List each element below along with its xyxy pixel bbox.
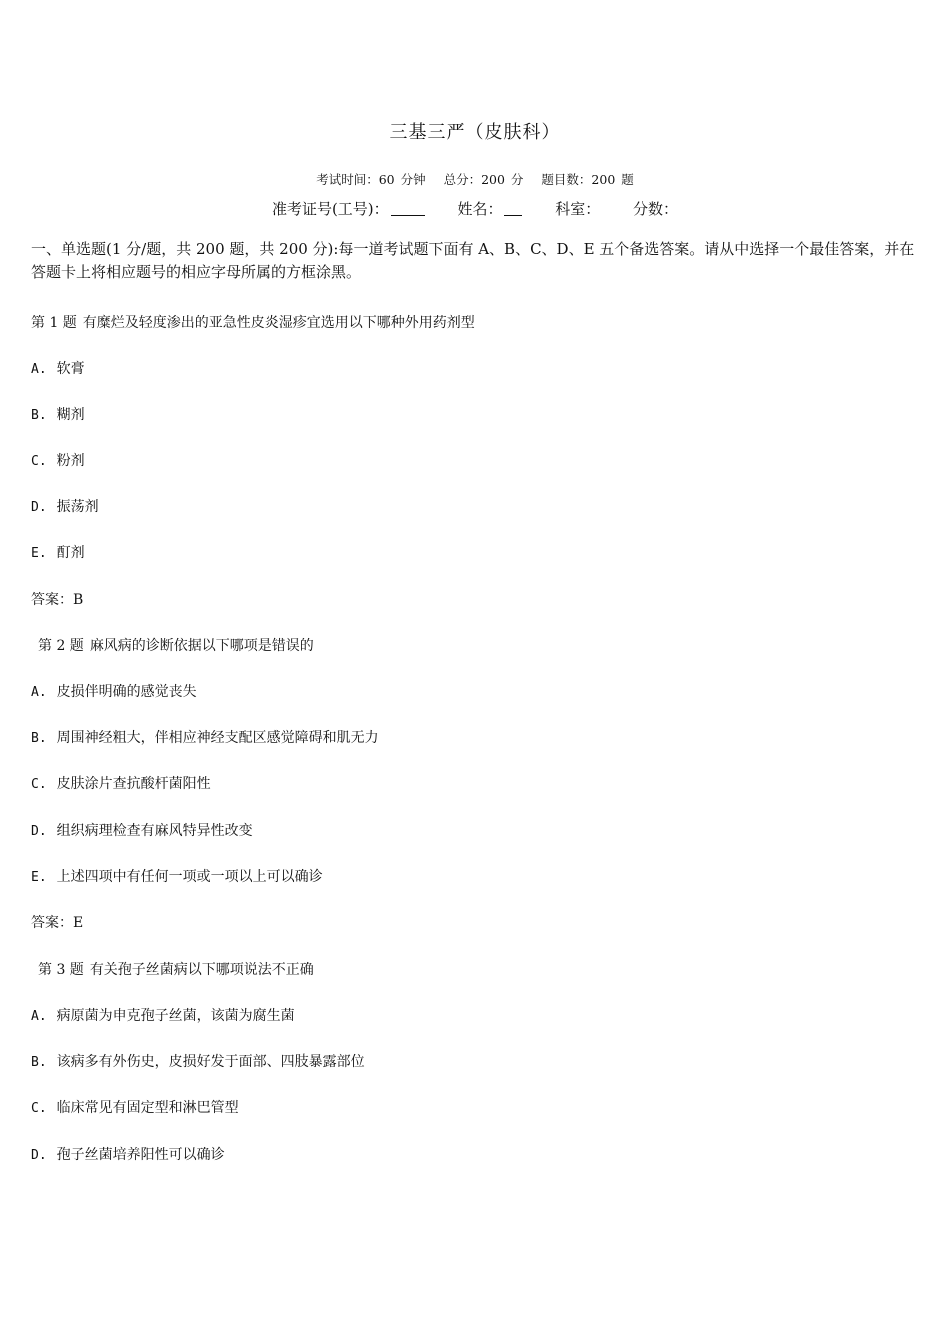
- name-blank: [504, 201, 522, 216]
- answer-1: 答案：B: [31, 592, 84, 608]
- exam-id-blank: [391, 201, 425, 216]
- exam-total-score: 总分：200 分: [443, 172, 524, 187]
- document-title: 三基三严（皮肤科）: [389, 122, 561, 143]
- option-2a: A. 皮损伴明确的感觉丧失: [31, 684, 197, 700]
- question-3: [38, 959, 314, 979]
- option-3c: C. 临床常见有固定型和淋巴管型: [31, 1100, 239, 1116]
- option-1c: C. 粉剂: [31, 453, 85, 469]
- exam-question-count: 题目数：200 题: [541, 172, 634, 187]
- option-1d: D. 振荡剂: [31, 499, 99, 515]
- answer-2: 答案：E: [31, 915, 84, 931]
- option-2c: C. 皮肤涂片查抗酸杆菌阳性: [31, 776, 211, 792]
- question-2: [38, 635, 314, 655]
- name-field: [457, 200, 522, 218]
- candidate-fields: [0, 198, 950, 219]
- exam-time: 考试时间：60 分钟: [316, 172, 426, 187]
- question-number: 第 2 题: [38, 638, 84, 654]
- option-2b: B. 周围神经粗大，伴相应神经支配区感觉障碍和肌无力: [31, 730, 379, 746]
- name-label: 姓名：: [457, 200, 503, 218]
- option-1b: B. 糊剂: [31, 407, 85, 423]
- score-field: [633, 200, 678, 218]
- option-3d: D. 孢子丝菌培养阳性可以确诊: [31, 1147, 225, 1163]
- option-1e: E. 酊剂: [31, 545, 85, 561]
- question-text: 麻风病的诊断依据以下哪项是错误的: [89, 638, 314, 654]
- question-number: 第 1 题: [31, 315, 77, 331]
- dept-field: [555, 200, 600, 218]
- exam-meta: [0, 170, 950, 188]
- option-1a: A. 软膏: [31, 361, 85, 377]
- option-3b: B. 该病多有外伤史，皮损好发于面部、四肢暴露部位: [31, 1054, 365, 1070]
- question-text: 有糜烂及轻度渗出的亚急性皮炎湿疹宜选用以下哪种外用药剂型: [82, 315, 475, 331]
- question-number: 第 3 题: [38, 962, 84, 978]
- option-2d: D. 组织病理检查有麻风特异性改变: [31, 823, 253, 839]
- question-1: [31, 312, 475, 332]
- dept-label: 科室：: [555, 200, 601, 218]
- question-text: 有关孢子丝菌病以下哪项说法不正确: [89, 962, 314, 978]
- option-3a: A. 病原菌为申克孢子丝菌，该菌为腐生菌: [31, 1008, 295, 1024]
- section-intro: 一、单选题(1 分/题，共 200 题，共 200 分):每一道考试题下面有 A、B、C、D、E 五个备选答案。请从中选择一个最佳答案，并在答题卡上将相应题号的相应字母所属的方框涂黑。: [31, 240, 915, 281]
- score-label: 分数：: [633, 200, 679, 218]
- exam-id-field: [272, 200, 425, 218]
- option-2e: E. 上述四项中有任何一项或一项以上可以确诊: [31, 869, 323, 885]
- exam-id-label: 准考证号(工号)：: [271, 200, 389, 218]
